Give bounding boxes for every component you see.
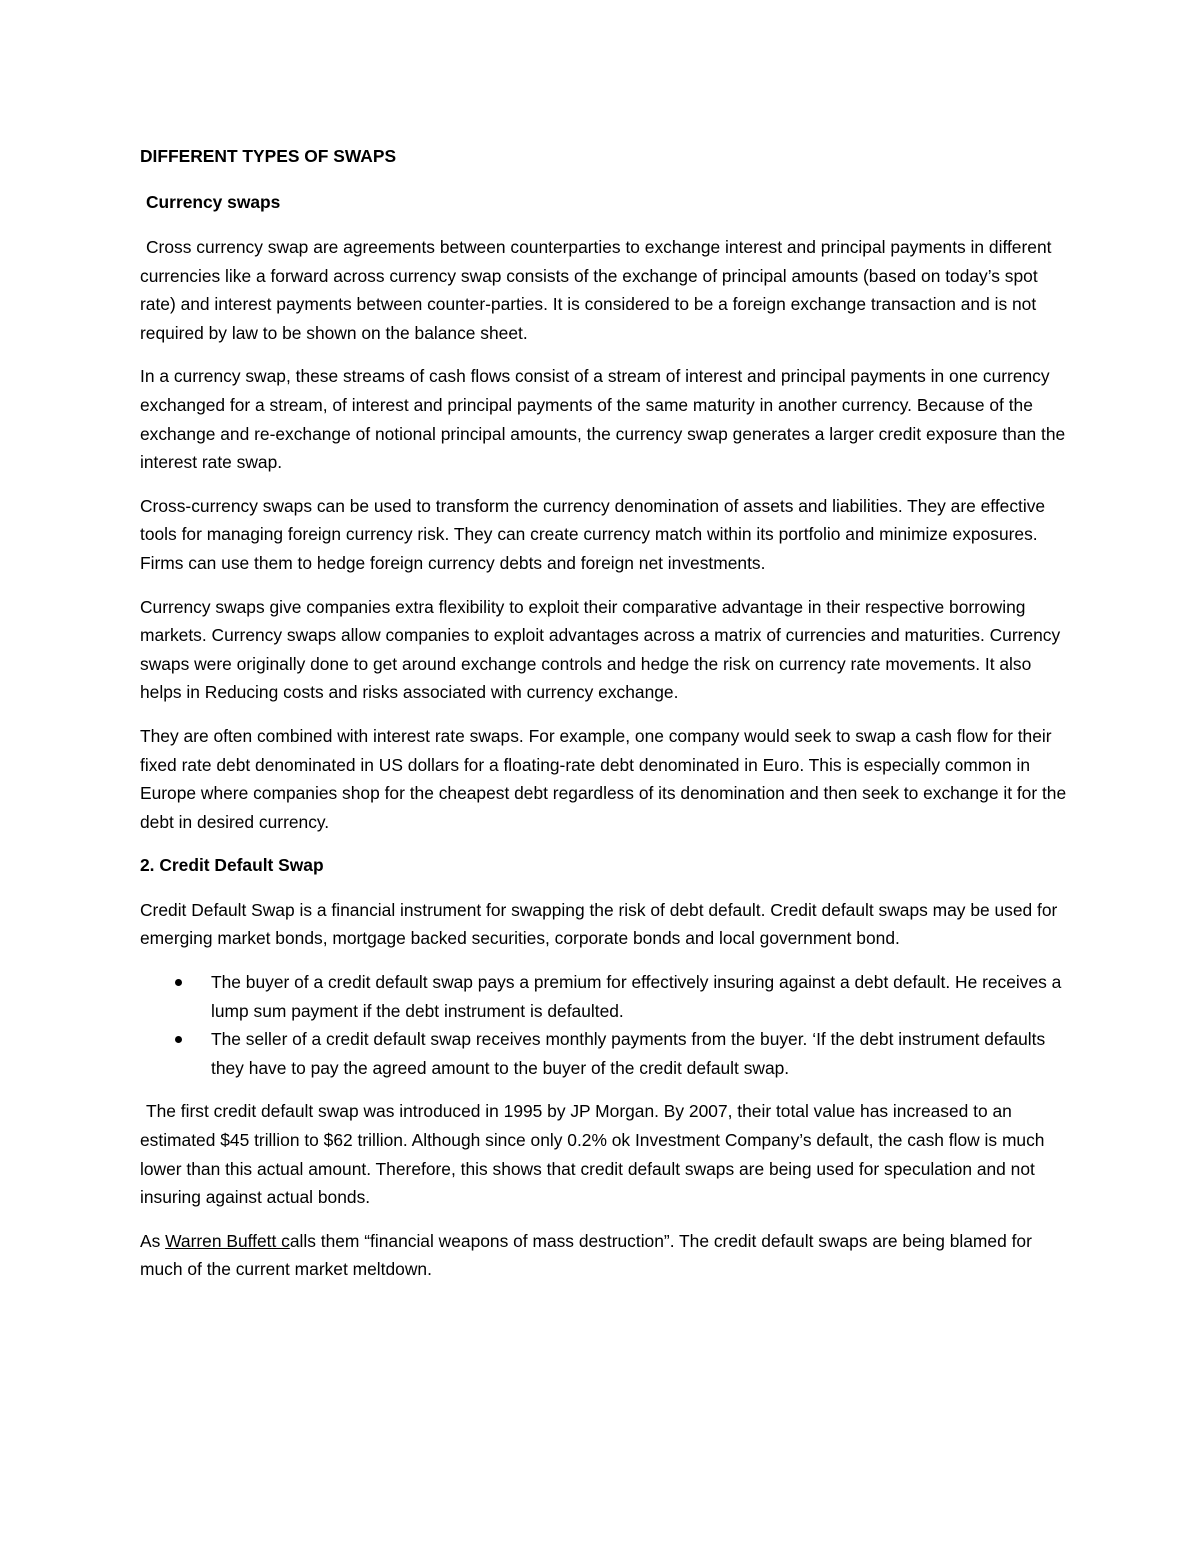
paragraph-closing <box>140 1227 1070 1284</box>
cds-bullet-list <box>140 968 1070 1082</box>
list-item <box>140 1025 1070 1082</box>
paragraph-flexibility: Currency swaps give companies extra flexibility to exploit their comparative advantage in their respective borrowing markets. Currency swaps allow companies to exploit advantages across a matrix of currencies and maturities. Currency swaps were originally done to get around exchange controls and hedge the risk on currency rate movements. It also helps in Reducing costs and risks associated with currency exchange. <box>140 596 1061 703</box>
list-item-text: The seller of a credit default swap receives monthly payments from the buyer. ‘If the debt instrument defaults they have to pay the agreed amount to the buyer of the credit default swap. <box>211 1029 1046 1078</box>
closing-prefix: As <box>140 1230 166 1251</box>
bullet-icon <box>175 979 182 986</box>
paragraph-cds-intro: Credit Default Swap is a financial instrument for swapping the risk of debt default. Credit default swaps may be used for emerging market bonds, mortgage backed securities, corporate bonds and local government bond. <box>140 899 1058 949</box>
section-subtitle-currency-swaps: Currency swaps <box>146 192 281 212</box>
bullet-icon <box>175 1036 182 1043</box>
closing-text: alls them “financial weapons of mass destruction”. The credit default swaps are being blamed for much of the current market meltdown. <box>140 1230 1032 1280</box>
section-heading-credit-default-swap: 2. Credit Default Swap <box>140 855 324 876</box>
document-title: DIFFERENT TYPES OF SWAPS <box>140 146 397 166</box>
paragraph-cross-currency-definition: Cross currency swap are agreements between counterparties to exchange interest and principal payments in different currencies like a forward across currency swap consists of the exchange of principal amounts (based on today’s spot rate) and interest payments between counter-parties. It is considered to be a foreign exchange transaction and is not required by law to be shown on the balance sheet. <box>140 237 1052 343</box>
paragraph-cash-flow-streams: In a currency swap, these streams of cash flows consist of a stream of interest and principal payments in one currency exchanged for a stream, of interest and principal payments of the same maturity in another currency. Because of the exchange and re-exchange of notional principal amounts, the currency swap generates a larger credit exposure than the interest rate swap. <box>140 366 1066 473</box>
list-item-text: The buyer of a credit default swap pays a premium for effectively insuring against a debt default. He receives a lump sum payment if the debt instrument is defaulted. <box>211 972 1062 1021</box>
warren-buffett-link[interactable]: Warren Buffett c <box>165 1230 290 1251</box>
list-item <box>140 968 1070 1025</box>
paragraph-interest-rate-combo: They are often combined with interest rate swaps. For example, one company would seek to swap a cash flow for their fixed rate debt denominated in US dollars for a floating-rate debt denominated in Euro. This is especially common in Europe where companies shop for the cheapest debt regardless of its denomination and then seek to exchange it for the debt in desired currency. <box>140 725 1067 832</box>
document-page <box>140 142 1070 1299</box>
paragraph-transform-denomination: Cross-currency swaps can be used to transform the currency denomination of assets and liabilities. They are effective tools for managing foreign currency risk. They can create currency match within its portfolio and minimize exposures. Firms can use them to hedge foreign currency debts and foreign net investments. <box>140 495 1046 573</box>
paragraph-cds-history: The first credit default swap was introduced in 1995 by JP Morgan. By 2007, their total value has increased to an estimated $45 trillion to $62 trillion. Although since only 0.2% ok Investment Company’s default, the cash flow is much lower than this actual amount. Therefore, this shows that credit default swaps are being used for speculation and not insuring against actual bonds. <box>140 1101 1045 1208</box>
